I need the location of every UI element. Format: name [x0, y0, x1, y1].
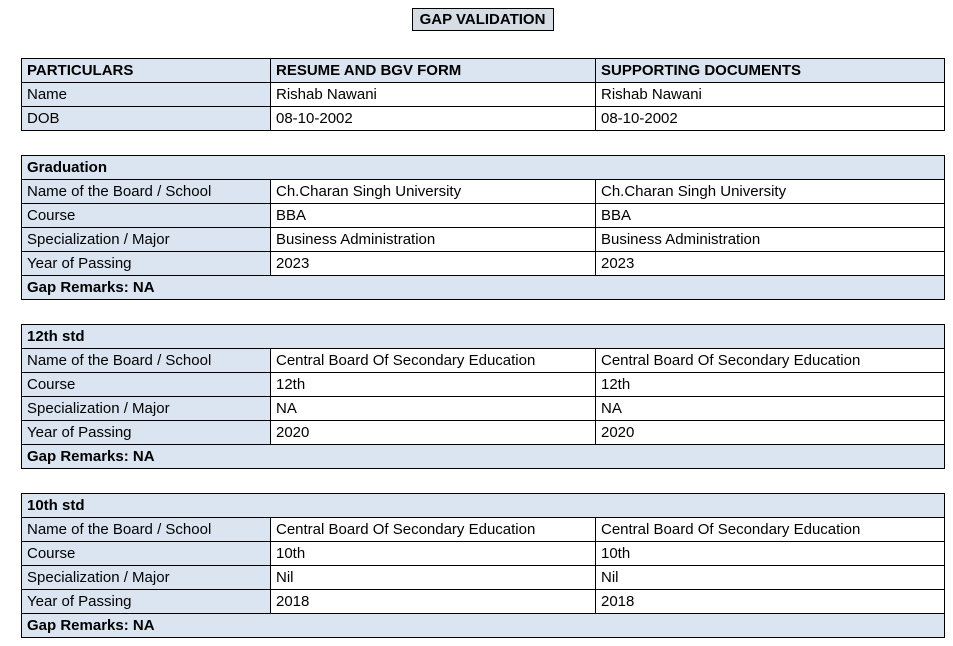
row-label-cell: Name of the Board / School	[22, 180, 271, 204]
table-row	[22, 107, 945, 131]
gap-remarks-row	[22, 276, 945, 300]
resume-value-cell: Rishab Nawani	[271, 83, 596, 107]
table-row	[22, 228, 945, 252]
gap-remarks: Gap Remarks: NA	[22, 614, 945, 638]
resume-value-cell: 08-10-2002	[271, 107, 596, 131]
section-table-12th	[21, 324, 945, 469]
section-title-row	[22, 156, 945, 180]
supporting-value-cell: BBA	[596, 204, 945, 228]
gap-remarks-row	[22, 445, 945, 469]
supporting-value-cell: 2018	[596, 590, 945, 614]
table-row	[22, 349, 945, 373]
table-row	[22, 566, 945, 590]
row-label-cell: Name of the Board / School	[22, 518, 271, 542]
resume-value-cell: Central Board Of Secondary Education	[271, 518, 596, 542]
supporting-value-cell: Ch.Charan Singh University	[596, 180, 945, 204]
row-label-cell: Year of Passing	[22, 421, 271, 445]
supporting-value-cell: 2023	[596, 252, 945, 276]
supporting-value-cell: 12th	[596, 373, 945, 397]
table-header-row	[22, 59, 945, 83]
page-title: GAP VALIDATION	[412, 8, 554, 31]
table-row	[22, 180, 945, 204]
table-row	[22, 204, 945, 228]
row-label-cell: Specialization / Major	[22, 566, 271, 590]
section-title: 10th std	[22, 494, 945, 518]
resume-value-cell: 2020	[271, 421, 596, 445]
supporting-value-cell: Central Board Of Secondary Education	[596, 349, 945, 373]
section-title: 12th std	[22, 325, 945, 349]
personal-info-table	[21, 58, 945, 131]
table-row	[22, 542, 945, 566]
table-row	[22, 83, 945, 107]
table-row	[22, 590, 945, 614]
resume-value-cell: 2023	[271, 252, 596, 276]
section-title-row	[22, 325, 945, 349]
section-table-graduation	[21, 155, 945, 300]
col-header-resume-bgv: RESUME AND BGV FORM	[271, 59, 596, 83]
resume-value-cell: 10th	[271, 542, 596, 566]
gap-remarks: Gap Remarks: NA	[22, 276, 945, 300]
supporting-value-cell: 08-10-2002	[596, 107, 945, 131]
row-label-cell: Specialization / Major	[22, 397, 271, 421]
row-label-cell: DOB	[22, 107, 271, 131]
table-row	[22, 252, 945, 276]
table-row	[22, 518, 945, 542]
row-label-cell: Course	[22, 204, 271, 228]
table-row	[22, 373, 945, 397]
resume-value-cell: 2018	[271, 590, 596, 614]
resume-value-cell: Business Administration	[271, 228, 596, 252]
table-row	[22, 421, 945, 445]
supporting-value-cell: 10th	[596, 542, 945, 566]
supporting-value-cell: NA	[596, 397, 945, 421]
col-header-particulars: PARTICULARS	[22, 59, 271, 83]
resume-value-cell: 12th	[271, 373, 596, 397]
supporting-value-cell: Central Board Of Secondary Education	[596, 518, 945, 542]
row-label-cell: Name	[22, 83, 271, 107]
resume-value-cell: BBA	[271, 204, 596, 228]
col-header-supporting-docs: SUPPORTING DOCUMENTS	[596, 59, 945, 83]
section-table-10th	[21, 493, 945, 638]
table-row	[22, 397, 945, 421]
gap-remarks: Gap Remarks: NA	[22, 445, 945, 469]
row-label-cell: Year of Passing	[22, 252, 271, 276]
supporting-value-cell: Rishab Nawani	[596, 83, 945, 107]
gap-remarks-row	[22, 614, 945, 638]
section-title: Graduation	[22, 156, 945, 180]
row-label-cell: Course	[22, 542, 271, 566]
supporting-value-cell: Business Administration	[596, 228, 945, 252]
row-label-cell: Specialization / Major	[22, 228, 271, 252]
resume-value-cell: NA	[271, 397, 596, 421]
row-label-cell: Name of the Board / School	[22, 349, 271, 373]
row-label-cell: Year of Passing	[22, 590, 271, 614]
resume-value-cell: Nil	[271, 566, 596, 590]
resume-value-cell: Central Board Of Secondary Education	[271, 349, 596, 373]
supporting-value-cell: Nil	[596, 566, 945, 590]
section-title-row	[22, 494, 945, 518]
row-label-cell: Course	[22, 373, 271, 397]
supporting-value-cell: 2020	[596, 421, 945, 445]
resume-value-cell: Ch.Charan Singh University	[271, 180, 596, 204]
